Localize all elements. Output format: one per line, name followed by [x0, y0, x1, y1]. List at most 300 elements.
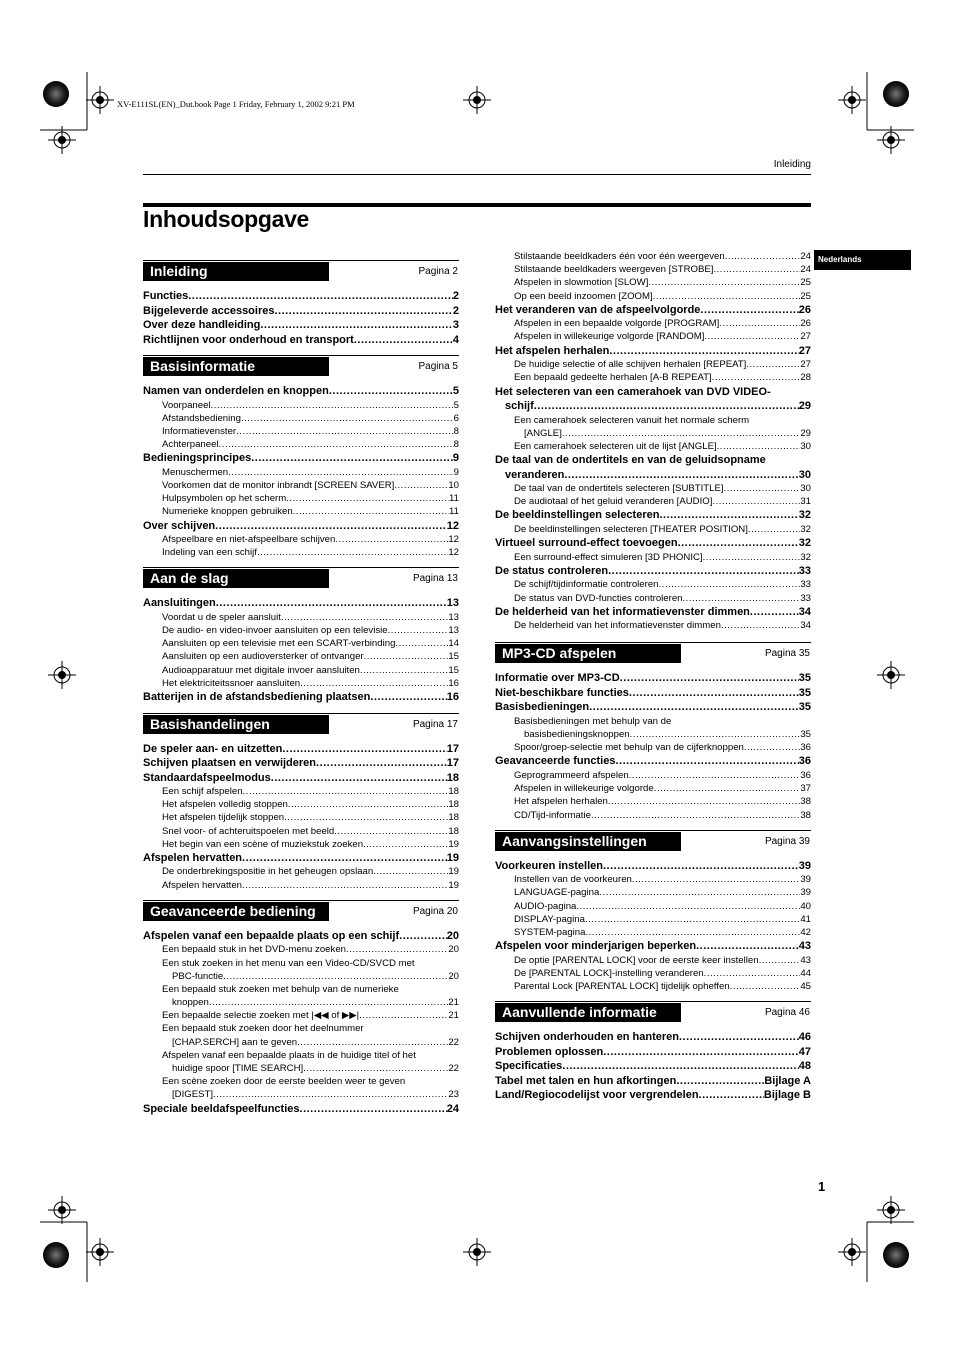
toc-subentry [143, 825, 459, 838]
toc-entry-page: 22 [448, 1063, 459, 1074]
toc-section-title: Aan de slag [143, 569, 329, 588]
toc-leader-dots [260, 318, 453, 333]
toc-leader-dots [243, 785, 449, 798]
toc-entry-text: Bijgeleverde accessoires [143, 304, 275, 317]
toc-entry-page: 24 [800, 251, 811, 262]
toc-subentry [143, 492, 459, 505]
toc-entry-text: De beeldinstellingen selecteren [THEATER POSITION] [514, 523, 748, 535]
toc-entry-page: 24 [800, 264, 811, 276]
toc-entry-page: 46 [798, 1031, 811, 1044]
toc-entry [143, 690, 459, 705]
toc-entry-page: 16 [446, 691, 459, 703]
toc-entry-text: Afspelen voor minderjarigen beperken [495, 940, 697, 953]
toc-section-title: Aanvullende informatie [495, 1003, 681, 1022]
toc-leader-dots [360, 664, 448, 677]
toc-entry-text: Land/Regiocodelijst voor vergrendelen [495, 1089, 699, 1102]
toc-entry-text: Specificaties [495, 1060, 563, 1073]
toc-leader-dots [603, 1045, 799, 1060]
toc-entry-text: De status van DVD-functies controleren [514, 592, 683, 604]
toc-entry-page: 19 [448, 879, 459, 891]
toc-section-title: Geavanceerde bediening [143, 902, 329, 921]
toc-entry-page: 35 [800, 729, 811, 741]
toc-entry-page: 2 [452, 304, 459, 317]
toc-entry-text: Een camerahoek selecteren uit de lijst [ANGLE] [514, 440, 717, 452]
toc-entry-text: Voorpaneel [162, 399, 211, 411]
toc-entry-text: De audiotaal of het geluid veranderen [AUDIO] [514, 496, 713, 508]
toc-entry-text: Richtlijnen voor onderhoud en transport [143, 333, 354, 346]
toc-subentry [495, 495, 811, 508]
toc-subentry [495, 873, 811, 886]
toc-entry-text: Basisbedieningen met behulp van de [514, 715, 672, 727]
toc-leader-dots [373, 865, 448, 878]
toc-entry-page: 27 [800, 331, 811, 343]
toc-entry-text: Tabel met talen en hun afkortingen [495, 1074, 677, 1087]
toc-subentry [143, 970, 459, 983]
toc-section-page: Pagina 2 [418, 266, 458, 277]
toc-entry-text: knoppen [172, 997, 209, 1009]
toc-leader-dots [562, 1059, 798, 1074]
toc-entry-text: veranderen [505, 468, 565, 481]
toc-leader-dots [676, 1074, 764, 1089]
toc-leader-dots [534, 399, 799, 414]
toc-section-header [143, 567, 459, 590]
toc-entry-text: De huidige selectie of alle schijven herhalen [REPEAT] [514, 359, 747, 371]
toc-entry-page: 36 [798, 755, 811, 768]
toc-entry [143, 451, 459, 466]
toc-entry-page: 40 [800, 900, 811, 912]
toc-entry-text: Parental Lock [PARENTAL LOCK] tijdelijk opheffen [514, 981, 730, 992]
toc-entry-page: 5 [453, 399, 459, 411]
toc-entry [143, 771, 459, 786]
toc-entry-text: Het begin van een scène of muziekstuk zoeken [162, 838, 364, 850]
toc-leader-dots [713, 263, 800, 276]
toc-entry-text: Hulpsymbolen op het scherm [162, 493, 287, 505]
toc-entry [495, 1059, 811, 1074]
toc-entry-page: 31 [800, 496, 811, 508]
toc-section-title: Basisinformatie [143, 357, 329, 376]
toc-entry-page: 34 [800, 620, 811, 632]
toc-entry-text: Afspelen hervatten [143, 851, 243, 864]
toc-entry-page: 26 [798, 303, 811, 316]
toc-entry [143, 333, 459, 348]
toc-subentry [495, 900, 811, 913]
toc-leader-dots [746, 358, 800, 371]
toc-leader-dots [759, 954, 801, 967]
toc-entry-text: Voorkomen dat de monitor inbrandt [SCREEN SAVER] [162, 479, 395, 491]
toc-leader-dots [654, 782, 801, 795]
toc-leader-dots [603, 859, 799, 874]
toc-subentry [495, 886, 811, 899]
toc-leader-dots [719, 317, 800, 330]
toc-section-page: Pagina 20 [412, 905, 458, 917]
toc-subentry [143, 1075, 459, 1088]
toc-subentry [495, 592, 811, 605]
toc-leader-dots [748, 523, 800, 536]
toc-subentry [143, 1009, 459, 1022]
toc-entry-text: Afspelen hervatten [162, 879, 243, 891]
toc-subentry [143, 785, 459, 798]
toc-leader-dots [329, 384, 453, 399]
toc-entry [495, 536, 811, 551]
toc-entry [495, 671, 811, 686]
toc-subentry [495, 619, 811, 632]
toc-section-page: Pagina 5 [418, 361, 458, 372]
page-title: Inhoudsopgave [143, 206, 310, 232]
toc-subentry [495, 809, 811, 822]
toc-leader-dots [334, 825, 448, 838]
toc-entry-text: Een bepaald gedeelte herhalen [A-B REPEAT] [514, 372, 712, 384]
toc-entry [495, 939, 811, 954]
toc-leader-dots [370, 690, 446, 705]
toc-entry-text: Geprogrammeerd afspelen [514, 769, 629, 781]
toc-entry-text: Over deze handleiding [143, 319, 261, 331]
toc-entry-page: 38 [800, 809, 811, 821]
toc-entry-page: 32 [800, 551, 811, 563]
toc-entry-text: Bedieningsprincipes [143, 452, 252, 465]
toc-subentry [495, 250, 811, 263]
toc-subentry [495, 926, 811, 939]
toc-leader-dots [251, 451, 453, 466]
toc-leader-dots [721, 619, 800, 632]
toc-section-header [495, 642, 811, 665]
toc-leader-dots [629, 686, 799, 701]
toc-entry-text: Namen van onderdelen en knoppen [143, 385, 329, 397]
toc-entry-page: 13 [448, 611, 459, 623]
toc-entry-text: Het afspelen tijdelijk stoppen [162, 812, 285, 824]
toc-entry-page: 38 [800, 796, 811, 808]
toc-leader-dots [562, 427, 800, 440]
toc-entry-page: 20 [448, 970, 459, 982]
toc-leader-dots [615, 754, 798, 769]
toc-subentry [143, 466, 459, 479]
toc-leader-dots [589, 700, 799, 715]
toc-leader-dots [394, 479, 448, 492]
toc-entry-text: Voorkeuren instellen [495, 859, 603, 872]
toc-leader-dots [363, 838, 448, 851]
toc-entry-text: De status controleren [495, 564, 609, 577]
toc-entry-text: Het afspelen herhalen [514, 796, 608, 808]
toc-entry-page: 43 [800, 954, 811, 966]
toc-entry-page: 34 [798, 605, 811, 618]
toc-entry [495, 686, 811, 701]
toc-entry [143, 384, 459, 399]
toc-entry-page: 47 [798, 1045, 811, 1058]
toc-leader-dots [316, 756, 447, 771]
toc-subentry [143, 650, 459, 663]
toc-entry [495, 859, 811, 874]
toc-entry-page: 21 [448, 1010, 459, 1022]
toc-leader-dots [257, 546, 448, 559]
toc-leader-dots [300, 677, 448, 690]
toc-leader-dots [683, 592, 801, 605]
toc-subentry [143, 624, 459, 637]
toc-leader-dots [216, 596, 447, 611]
toc-entry-text: Informatievenster [162, 425, 237, 437]
toc-leader-dots [679, 1030, 799, 1045]
toc-entry-text: Afspeelbare en niet-afspeelbare schijven [162, 534, 336, 545]
toc-section-title: Basishandelingen [143, 715, 329, 734]
toc-leader-dots [242, 879, 448, 892]
toc-section-header [143, 713, 459, 736]
toc-leader-dots [724, 482, 801, 495]
toc-entry-page: 25 [800, 277, 811, 289]
toc-entry-page: 39 [798, 859, 811, 872]
toc-entry-page: 43 [798, 940, 811, 953]
toc-right-column [495, 250, 811, 1103]
toc-entry-page: 2 [452, 290, 459, 302]
toc-entry-page: 27 [798, 344, 811, 357]
toc-entry-text: De onderbrekingspositie in het geheugen opslaan [162, 866, 374, 878]
toc-entry-text: Voordat u de speler aansluit [162, 611, 281, 623]
toc-subentry [143, 533, 459, 546]
toc-entry-text: LANGUAGE-pagina [514, 887, 600, 899]
toc-entry-page: 41 [800, 913, 811, 925]
toc-leader-dots [576, 900, 800, 913]
toc-entry-text: Functies [143, 290, 189, 302]
toc-entry-page: 20 [446, 929, 459, 942]
toc-section-header [143, 355, 459, 378]
toc-subentry [495, 371, 811, 384]
toc-leader-dots [599, 886, 800, 899]
toc-entry [495, 399, 811, 414]
toc-leader-dots [725, 250, 801, 263]
toc-entry-page: 39 [800, 874, 811, 886]
toc-leader-dots [388, 624, 449, 637]
header-section-label: Inleiding [773, 159, 811, 170]
toc-entry-page: 22 [448, 1036, 459, 1048]
print-info: XV-E111SL(EN)_Dut.book Page 1 Friday, February 1, 2002 9:21 PM [117, 99, 355, 109]
toc-entry-page: 44 [800, 967, 811, 979]
toc-entry-text: De helderheid van het informatievenster dimmen [514, 620, 721, 632]
toc-section-entries [143, 289, 459, 347]
toc-entry-page: 4 [452, 333, 459, 346]
toc-entry-page: 18 [448, 799, 459, 811]
toc-leader-dots [236, 425, 454, 438]
toc-entry-text: Een bepaald stuk zoeken met behulp van de numerieke [162, 983, 399, 995]
toc-entry-page: 15 [448, 651, 459, 663]
toc-section-entries [495, 859, 811, 994]
toc-entry-text: Basisbedieningen [495, 701, 590, 714]
toc-entry-page: 16 [448, 677, 459, 689]
toc-subentry [495, 317, 811, 330]
toc-entry [495, 303, 811, 318]
toc-entry-text: Niet-beschikbare functies [495, 686, 629, 699]
toc-entry-page: 35 [798, 686, 811, 699]
toc-subentry [143, 1062, 459, 1075]
toc-entry [143, 851, 459, 866]
toc-subentry [495, 795, 811, 808]
toc-entry-text: De beeldinstellingen selecteren [495, 509, 660, 522]
toc-entry [143, 756, 459, 771]
toc-leader-dots [608, 795, 800, 808]
toc-entry-text: Geavanceerde functies [495, 755, 616, 768]
toc-entry-page: Bijlage B [763, 1089, 811, 1102]
toc-entry-text: De schijf/tijdinformatie controleren [514, 579, 659, 591]
toc-entry-text: Numerieke knoppen gebruiken [162, 506, 293, 518]
toc-subentry [143, 412, 459, 425]
toc-leader-dots [395, 637, 448, 650]
toc-leader-dots [293, 505, 449, 518]
toc-entry-page: 8 [453, 425, 459, 437]
toc-entry-text: Indeling van een schijf [162, 547, 257, 559]
toc-leader-dots [359, 1009, 448, 1022]
toc-entry [495, 605, 811, 620]
toc-entry-page: 21 [448, 997, 459, 1009]
toc-entry-text: Audioapparatuur met digitale invoer aansluiten [162, 664, 360, 676]
toc-entry-page: 17 [446, 757, 459, 769]
toc-leader-dots [585, 926, 800, 939]
toc-leader-dots [704, 967, 801, 980]
toc-subentry [143, 996, 459, 1009]
toc-entry-page: 36 [800, 769, 811, 781]
toc-entry-text: Schijven plaatsen en verwijderen [143, 757, 317, 769]
toc-right-sections [495, 642, 811, 1102]
toc-entry-page: 48 [798, 1060, 811, 1073]
toc-leader-dots [632, 873, 800, 886]
toc-section-page: Pagina 46 [764, 1007, 810, 1019]
toc-subentry [495, 482, 811, 495]
toc-entry-text: De helderheid van het informatievenster dimmen [495, 605, 750, 618]
toc-leader-dots [591, 809, 800, 822]
toc-leader-dots [274, 304, 452, 319]
toc-entry-page: 8 [453, 439, 459, 451]
toc-entry-text: Afstandsbediening [162, 412, 241, 424]
toc-subentry [143, 505, 459, 518]
toc-leader-dots [282, 742, 446, 757]
toc-entry-page: 5 [452, 385, 459, 397]
toc-entry-page: 25 [800, 290, 811, 302]
toc-subentry [143, 438, 459, 451]
toc-entry-text: Afspelen vanaf een bepaalde plaats op een schijf [143, 929, 400, 942]
toc-section-page: Pagina 35 [764, 648, 810, 660]
toc-entry [143, 596, 459, 611]
toc-leader-dots [364, 650, 449, 663]
toc-subentry [143, 1036, 459, 1049]
toc-entry [495, 385, 811, 400]
toc-leader-dots [750, 605, 799, 620]
toc-entry [495, 564, 811, 579]
toc-entry-page: 32 [798, 509, 811, 522]
toc-entry-page: 6 [453, 412, 459, 424]
toc-entry-text: Een bepaalde selectie zoeken met |◀◀ of ▶▶| [162, 1010, 360, 1022]
toc-leader-dots [712, 371, 801, 384]
toc-entry [143, 1102, 459, 1117]
toc-entry-text: Schijven onderhouden en hanteren [495, 1031, 679, 1044]
toc-entry-page: 26 [800, 318, 811, 330]
toc-section-header [143, 900, 459, 923]
toc-entry [495, 508, 811, 523]
toc-entry-page: 19 [446, 851, 459, 864]
toc-entry [495, 1030, 811, 1045]
toc-section-header [495, 830, 811, 853]
toc-entry-page: 17 [446, 742, 459, 755]
toc-entry-page: 45 [800, 981, 811, 992]
toc-leader-dots [303, 1062, 448, 1075]
toc-entry-text: Afspelen in slowmotion [SLOW] [514, 277, 649, 289]
toc-entry-text: Een bepaald stuk in het DVD-menu zoeken [162, 944, 346, 956]
toc-entry-text: Virtueel surround-effect toevoegen [495, 537, 678, 550]
toc-section-entries [143, 596, 459, 704]
toc-section-entries [495, 1030, 811, 1103]
toc-subentry [143, 1088, 459, 1101]
toc-section-page: Pagina 17 [412, 718, 458, 730]
toc-leader-dots [630, 728, 801, 741]
toc-entry-page: 29 [798, 400, 811, 412]
toc-entry-text: De audio- en video-invoer aansluiten op een televisie [162, 625, 388, 637]
toc-entry-page: 33 [798, 564, 811, 577]
toc-entry-page: 11 [449, 506, 459, 518]
toc-subentry [143, 425, 459, 438]
toc-right-continuation [495, 250, 811, 632]
toc-entry-text: Afspelen in willekeurige volgorde [RANDOM] [514, 331, 705, 343]
toc-subentry [143, 838, 459, 851]
toc-leader-dots [696, 939, 799, 954]
toc-entry-text: PBC-functie [172, 970, 224, 982]
toc-subentry [495, 967, 811, 980]
toc-leader-dots [399, 929, 447, 944]
toc-entry-page: 30 [800, 440, 811, 452]
toc-entry-page: 30 [800, 483, 811, 495]
toc-entry-page: 13 [446, 597, 459, 610]
toc-entry [143, 318, 459, 333]
toc-entry-text: De taal van de ondertitels selecteren [SUBTITLE] [514, 483, 724, 495]
toc-subentry [495, 427, 811, 440]
toc-subentry [143, 1022, 459, 1035]
toc-entry-page: 19 [448, 838, 459, 850]
toc-entry-page: 30 [798, 468, 811, 481]
toc-section-page: Pagina 13 [412, 573, 458, 585]
toc-section-page: Pagina 39 [764, 835, 810, 847]
toc-subentry [143, 798, 459, 811]
toc-subentry [495, 769, 811, 782]
toc-subentry [495, 276, 811, 289]
toc-leader-dots [281, 611, 448, 624]
toc-entry-text: Het afspelen herhalen [495, 344, 610, 357]
toc-entry [143, 289, 459, 304]
toc-entry [143, 304, 459, 319]
toc-subentry [495, 913, 811, 926]
toc-entry-text: De speler aan- en uitzetten [143, 742, 283, 755]
toc-subentry [143, 637, 459, 650]
toc-entry-text: huidige spoor [TIME SEARCH] [172, 1063, 304, 1074]
toc-entry-page: 18 [446, 771, 459, 784]
toc-entry-page: 35 [798, 672, 811, 685]
toc-entry-text: De taal van de ondertitels en van de geluidsopname [495, 454, 766, 467]
toc-entry-text: Afspelen vanaf een bepaalde plaats in de huidige titel of het [162, 1049, 416, 1061]
toc-subentry [143, 957, 459, 970]
toc-leader-dots [228, 466, 454, 479]
toc-leader-dots [213, 1088, 448, 1101]
toc-entry-page: 9 [453, 466, 459, 478]
toc-subentry [495, 741, 811, 754]
toc-subentry [143, 811, 459, 824]
toc-entry-page: 14 [448, 638, 459, 650]
toc-leader-dots [659, 578, 801, 591]
toc-subentry [143, 865, 459, 878]
toc-entry-page: 10 [448, 479, 459, 491]
toc-section-title: MP3-CD afspelen [495, 644, 681, 663]
toc-subentry [143, 677, 459, 690]
toc-entry-text: Achterpaneel [162, 439, 219, 451]
toc-entry-page: 32 [800, 523, 811, 535]
toc-entry-page: 3 [452, 319, 459, 331]
toc-leader-dots [620, 671, 799, 686]
toc-entry-text: Instellen van de voorkeuren [514, 874, 632, 886]
toc-leader-dots [678, 536, 799, 551]
toc-entry-page: 36 [800, 742, 811, 754]
toc-entry-text: Spoor/groep-selectie met behulp van de cijferknoppen [514, 742, 744, 754]
toc-entry-page: 33 [800, 592, 811, 604]
